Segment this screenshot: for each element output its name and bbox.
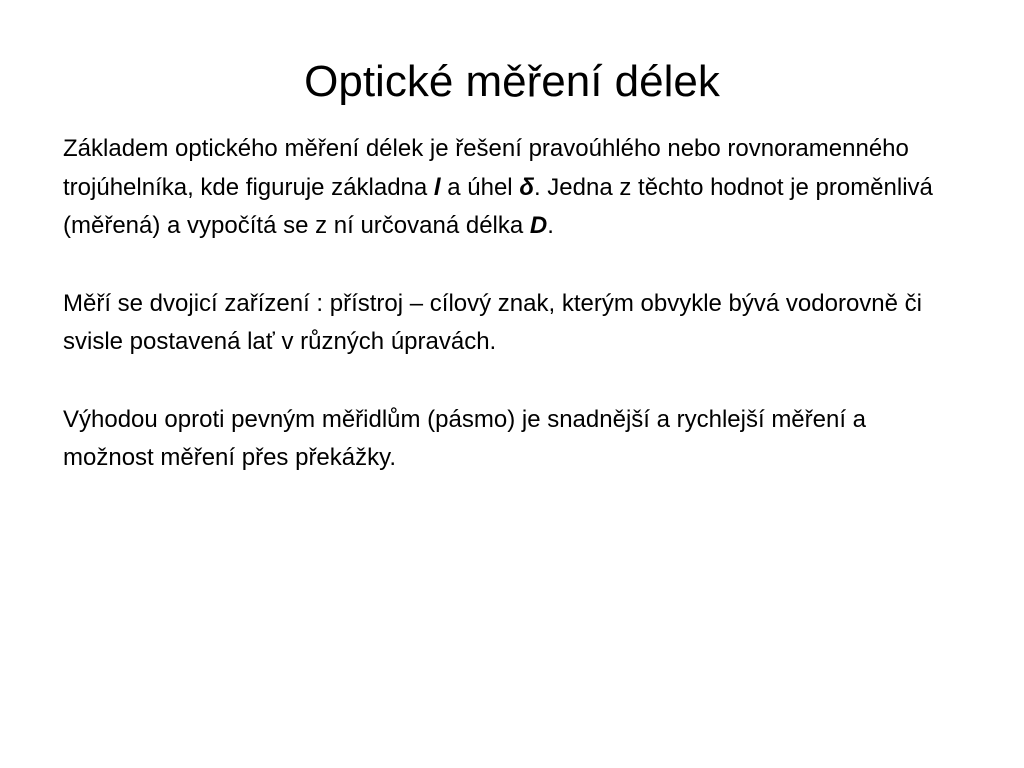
paragraph-advantages: Výhodou oproti pevným měřidlům (pásmo) je snadnější a rychlejší měření a možnost měření přes překážky. [63, 405, 867, 471]
paragraph-intro-text-1: Základem optického měření délek je řešení pravoúhlého nebo rovnoramenného trojúhelníka, kde figuruje základna [63, 135, 909, 201]
symbol-base-l: l [433, 173, 441, 201]
paragraph-intro [63, 130, 963, 246]
paragraph-intro-text-4: . [547, 212, 554, 239]
paragraph-intro-text-3: . Jedna z těchto hodnot je proměnlivá (měřená) a vypočítá se z ní určovaná délka [63, 173, 933, 239]
symbol-distance-d: D [529, 212, 548, 239]
paragraph-intro-text-2: a úhel [440, 173, 520, 201]
slide-body [63, 130, 963, 478]
slide-title: Optické měření délek [304, 57, 720, 106]
paragraph-equipment: Měří se dvojicí zařízení : přístroj – cílový znak, kterým obvykle bývá vodorovně či svisle postavená lať v různých úpravách. [63, 289, 922, 355]
symbol-angle-delta: δ [519, 173, 534, 201]
